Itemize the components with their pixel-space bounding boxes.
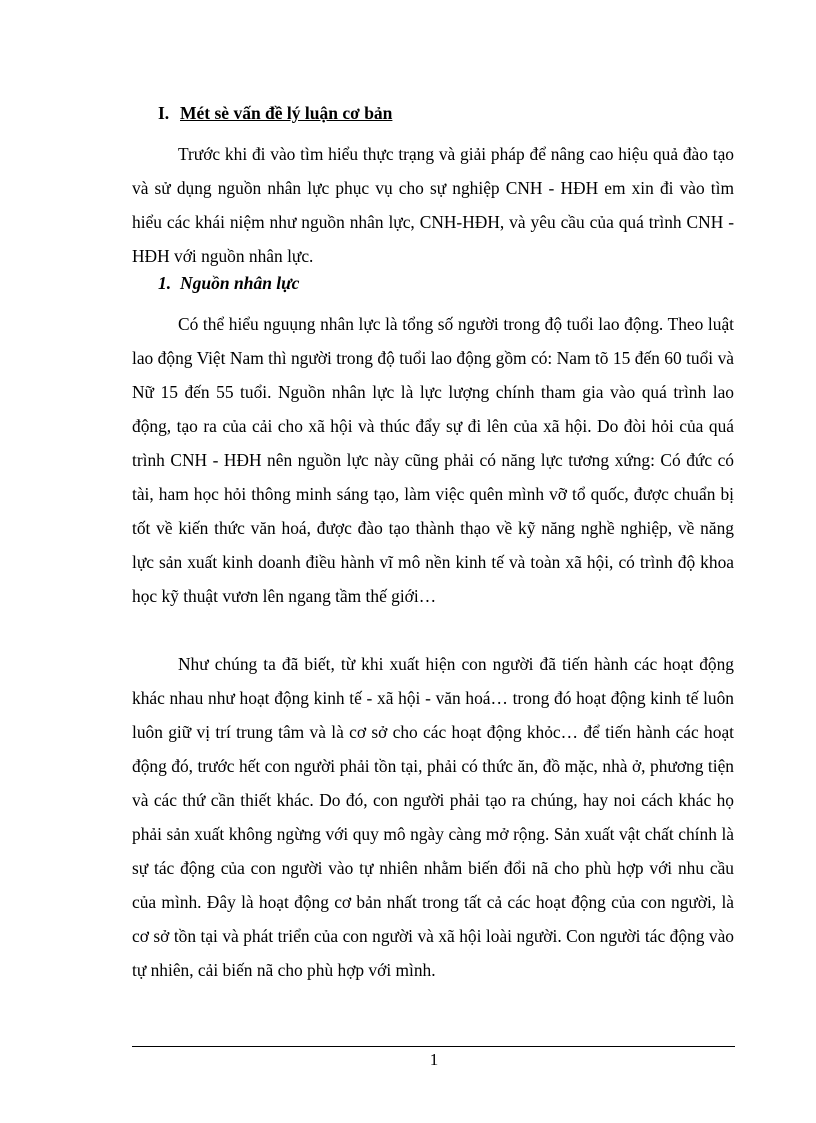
body-paragraph-1: Có thể hiểu nguụng nhân lực là tổng số người trong độ tuổi lao động. Theo luật lao động Việt Nam thì người trong độ tuổi lao động gồm có: Nam tõ 15 đến 60 tuổi và Nữ 15 đến 55 tuổi. Nguồn nhân lực là lực lượng chính tham gia vào quá trình lao động, tạo ra của cải cho xã hội và thúc đẩy sự đi lên của xã hội. Do đòi hỏi của quá trình CNH - HĐH nên nguồn lực này cũng phải có năng lực tương xứng: Có đức có tài, ham học hỏi thông minh sáng tạo, làm việc quên mình vỡ tổ quốc, được chuẩn bị tốt về kiến thức văn hoá, được đào tạo thành thạo về kỹ năng nghề nghiệp, về năng lực sản xuất kinh doanh điều hành vĩ mô nền kinh tế và toàn xã hội, có trình độ khoa học kỹ thuật vươn lên ngang tầm thế giới… xyxy=(132,314,734,606)
subsection-number: 1. xyxy=(158,273,172,293)
section-number: I. xyxy=(158,103,170,123)
page-number: 1 xyxy=(429,1050,439,1069)
footer-divider xyxy=(132,1046,735,1047)
section-title: Mét sè vấn đề lý luận cơ bản xyxy=(180,103,393,123)
subsection-title: Nguồn nhân lực xyxy=(180,273,300,293)
body-paragraph-2: Như chúng ta đã biết, từ khi xuất hiện con người đã tiến hành các hoạt động khác nhau như hoạt động kinh tế - xã hội - văn hoá… trong đó hoạt động kinh tế luôn luôn giữ vị trí trung tâm và là cơ sở cho các hoạt động khỏc… để tiến hành các hoạt động đó, trước hết con người phải tồn tại, phải có thức ăn, đồ mặc, nhà ở, phương tiện và các thứ cần thiết khác. Do đó, con người phải tạo ra chúng, hay noi cách khác họ phải sản xuất không ngừng với quy mô ngày càng mở rộng. Sản xuất vật chất chính là sự tác động của con người vào tự nhiên nhằm biến đổi nã cho phù hợp với nhu cầu của mình. Đây là hoạt động cơ bản nhất trong tất cả các hoạt động của con người, là cơ sở tồn tại và phát triển của con người và xã hội loài người. Con người tác động vào tự nhiên, cải biến nã cho phù hợp với mình. xyxy=(132,654,734,980)
section-heading xyxy=(158,103,392,124)
subsection-heading xyxy=(158,273,299,294)
intro-paragraph: Trước khi đi vào tìm hiểu thực trạng và giải pháp để nâng cao hiệu quả đào tạo và sử dụng nguồn nhân lực phục vụ cho sự nghiệp CNH - HĐH em xin đi vào tìm hiểu các khái niệm như nguồn nhân lực, CNH-HĐH, và yêu cầu của quá trình CNH - HĐH với nguồn nhân lực. xyxy=(132,144,734,266)
